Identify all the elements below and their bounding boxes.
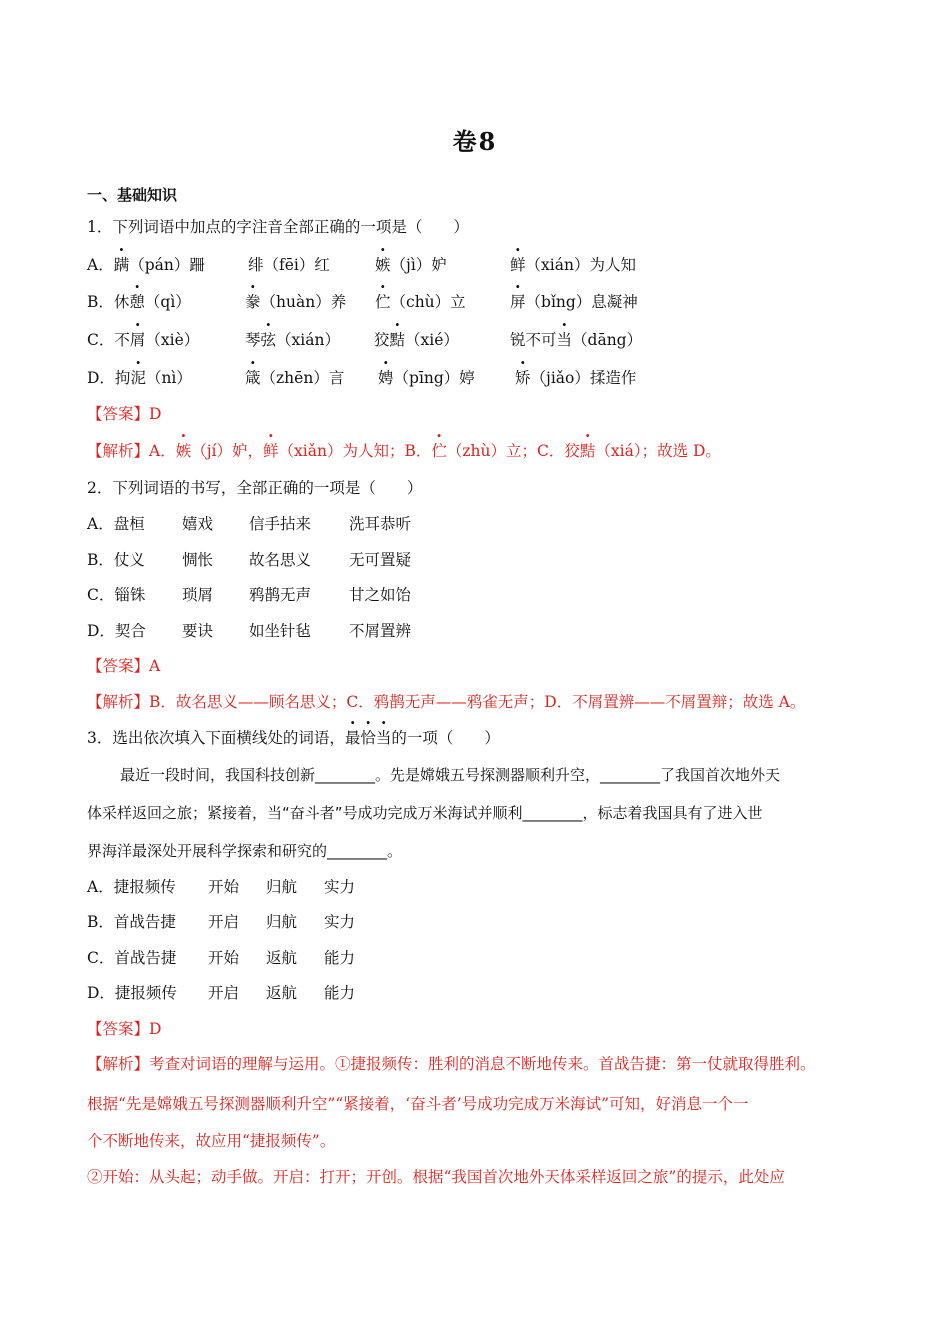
question-3-passage-line-1: 最近一段时间，我国科技创新________。先是嫦娥五号探测器顺利升空，________了我国首次地外天 [120, 766, 781, 784]
question-3-analysis-line-2: 根据“先是嫦娥五号探测器顺利升空”“紧接着，‘奋斗者’号成功完成万米海试”可知，好消息一个一 [87, 1095, 749, 1113]
question-2-answer: 【答案】A [87, 657, 161, 675]
question-1-answer: 【答案】D [87, 405, 162, 423]
question-2-stem: 2．下列词语的书写，全部正确的一项是（ ） [87, 479, 423, 497]
document-page: 卷8 一、基础知识 1．下列词语中加点的字注音全部正确的一项是（ ） A．蹒（pán）跚 绯（fēi）红 嫉（jì）妒 鲜（xián）为人知 B．休憩（qì） 豢（huàn）养 伫（chù）立 屏（bǐng）息凝神 C．不屑（xiè） 琴弦（xián） 狡黠（xié） 锐不可当（dāng） D．拘泥（nì） 箴（zhēn）言 娉（pīng）婷 矫（jiǎo）揉造作 【答案】D 【解析】A．嫉（jí）妒，鲜（xiǎn）为人知；B．伫（zhù）立；C．狡黠（xiá）；故选 D。 2．下列词语的书写，全部正确的一项是（ ） A．盘桓 嬉戏 信手拈来 洗耳恭听 B．仗义 惆怅 故名思义 无可置疑 C．锱铢 琐屑 鸦鹊无声 甘之如饴 D．契合 要诀 如坐针毡 不屑置辨 【答案】A 【解析】B．故名思义——顾名思义；C．鸦鹊无声——鸦雀无声；D．不屑置辨——不屑置辩；故选 A。 3．选出依次填入下面横线处的词语，最恰当的一项（ ） 最近一段时间，我国科技创新________。先是嫦娥五号探测器顺利升空，________了我国首次地外天 体采样返回之旅；紧接着，当“奋斗者”号成功完成万米海试并顺利________，标志着我国具有了进入世 界海洋最深处开展科学探索和研究的________。 A．捷报频传 开始 归航 实力 B．首战告捷 开启 归航 实力 C．首战告捷 开始 返航 能力 D．捷报频传 开启 返航 能力 【答案】D 【解析】考查对词语的理解与运用。①捷报频传：胜利的消息不断地传来。首战告捷：第一仗就取得胜利。 根据“先是嫦娥五号探测器顺利升空”“紧接着，‘奋斗者’号成功完成万米海试”可知，好消息一个一 个不断地传来，故应用“捷报频传”。 ②开始：从头起；动手做。开启：打开；开创。根据“我国首次地外天体采样返回之旅”的提示，此处应 [0, 0, 950, 1344]
question-1-stem: 1．下列词语中加点的字注音全部正确的一项是（ ） [87, 218, 469, 236]
section-heading: 一、基础知识 [87, 186, 178, 204]
question-1-analysis: 【解析】A．嫉（jí）妒，鲜（xiǎn）为人知；B．伫（zhù）立；C．狡黠（xiá）；故选 D。 [87, 442, 721, 460]
question-3-passage-line-3: 界海洋最深处开展科学探索和研究的________。 [87, 842, 403, 860]
question-3-analysis-line-4: ②开始：从头起；动手做。开启：打开；开创。根据“我国首次地外天体采样返回之旅”的提示，此处应 [87, 1168, 785, 1186]
question-3-passage-line-2: 体采样返回之旅；紧接着，当“奋斗者”号成功完成万米海试并顺利________，标志着我国具有了进入世 [87, 804, 763, 822]
question-3-stem: 3．选出依次填入下面横线处的词语，最恰当的一项（ ） [87, 729, 500, 747]
question-3-answer: 【答案】D [87, 1020, 162, 1038]
page-title: 卷8 [452, 127, 498, 156]
question-3-analysis-line-3: 个不断地传来，故应用“捷报频传”。 [87, 1132, 336, 1150]
question-2-analysis: 【解析】B．故名思义——顾名思义；C．鸦鹊无声——鸦雀无声；D．不屑置辨——不屑置辩；故选 A。 [87, 693, 806, 711]
question-3-analysis-line-1: 【解析】考查对词语的理解与运用。①捷报频传：胜利的消息不断地传来。首战告捷：第一仗就取得胜利。 [87, 1055, 816, 1073]
